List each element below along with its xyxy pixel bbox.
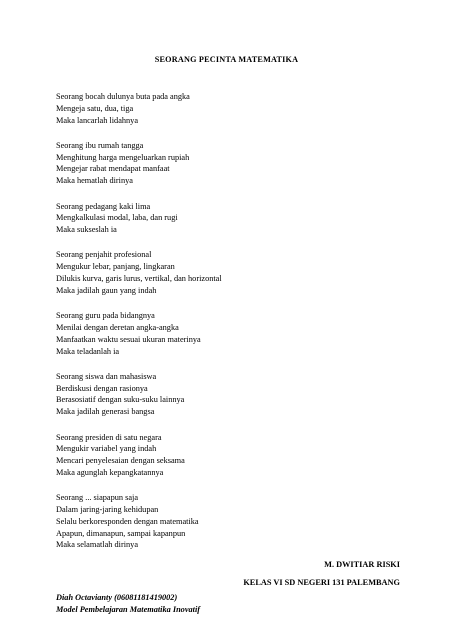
poem-line: Maka lancarlah lidahnya bbox=[56, 115, 139, 125]
author-signature bbox=[243, 556, 400, 592]
poem-stanza bbox=[56, 492, 396, 551]
poem-line: Menilai dengan deretan angka-angka bbox=[56, 322, 179, 332]
poem-title: SEORANG PECINTA MATEMATIKA bbox=[154, 55, 299, 64]
poem-line: Menghitung harga mengeluarkan rupiah bbox=[56, 152, 190, 162]
poem-line: Berasosiatif dengan suku-suku lainnya bbox=[56, 395, 185, 405]
author-class: KELAS VI SD NEGERI 131 PALEMBANG bbox=[243, 578, 400, 587]
poem-line: Seorang ... siapapun saja bbox=[56, 493, 139, 503]
poem-line: Dilukis kurva, garis lurus, vertikal, dan horizontal bbox=[56, 274, 222, 284]
poem-line: Maka sukseslah ia bbox=[56, 225, 117, 235]
poem-stanza bbox=[56, 249, 396, 296]
poem-line: Maka teladanlah ia bbox=[56, 346, 120, 356]
poem-line: Mengukur lebar, panjang, lingkaran bbox=[56, 262, 175, 272]
poem-line: Manfaatkan waktu sesuai ukuran materinya bbox=[56, 334, 201, 344]
poem-line: Maka jadilah gaun yang indah bbox=[56, 285, 157, 295]
poem-line: Apapun, dimanapun, sampai kapanpun bbox=[56, 528, 186, 538]
poem-line: Mengeja satu, dua, tiga bbox=[56, 103, 134, 113]
document-footer bbox=[56, 592, 200, 615]
poem-line: Seorang siswa dan mahasiswa bbox=[56, 371, 157, 381]
poem-stanza bbox=[56, 201, 396, 236]
poem-line: Maka agunglah kepangkatannya bbox=[56, 467, 164, 477]
poem-line: Mengkalkulasi modal, laba, dan rugi bbox=[56, 213, 178, 223]
poem-stanza bbox=[56, 310, 396, 357]
poem-line: Selalu berkoresponden dengan matematika bbox=[56, 516, 199, 526]
footer-line-2: Model Pembelajaran Matematika Inovatif bbox=[56, 604, 201, 614]
poem-line: Seorang guru pada bidangnya bbox=[56, 311, 155, 321]
poem-line: Maka selamatlah dirinya bbox=[56, 540, 139, 550]
poem-line: Maka hematlah dirinya bbox=[56, 176, 133, 186]
poem-stanza bbox=[56, 371, 396, 418]
poem-line: Seorang bocah dulunya buta pada angka bbox=[56, 92, 190, 101]
poem-line: Maka jadilah generasi bangsa bbox=[56, 407, 155, 417]
poem-line: Berdiskusi dengan rasionya bbox=[56, 383, 148, 393]
poem-line: Seorang presiden di satu negara bbox=[56, 432, 162, 442]
poem-line: Seorang ibu rumah tangga bbox=[56, 140, 144, 150]
poem-line: Mengejar rabat mendapat manfaat bbox=[56, 164, 170, 174]
author-name: M. DWITIAR RISKI bbox=[324, 560, 400, 569]
poem-line: Seorang pedagang kaki lima bbox=[56, 201, 151, 211]
poem-line: Dalam jaring-jaring kehidupan bbox=[56, 505, 159, 515]
poem-stanza bbox=[56, 91, 396, 126]
poem-stanza bbox=[56, 140, 396, 187]
poem-line: Mencari penyelesaian dengan seksama bbox=[56, 456, 185, 466]
poem-stanza bbox=[56, 432, 396, 479]
footer-line-1: Diah Octavianty (06081181419002) bbox=[56, 593, 178, 602]
poem-line: Seorang penjahit profesional bbox=[56, 250, 152, 260]
poem-line: Mengukir variabel yang indah bbox=[56, 444, 157, 454]
poem-body bbox=[56, 91, 396, 565]
